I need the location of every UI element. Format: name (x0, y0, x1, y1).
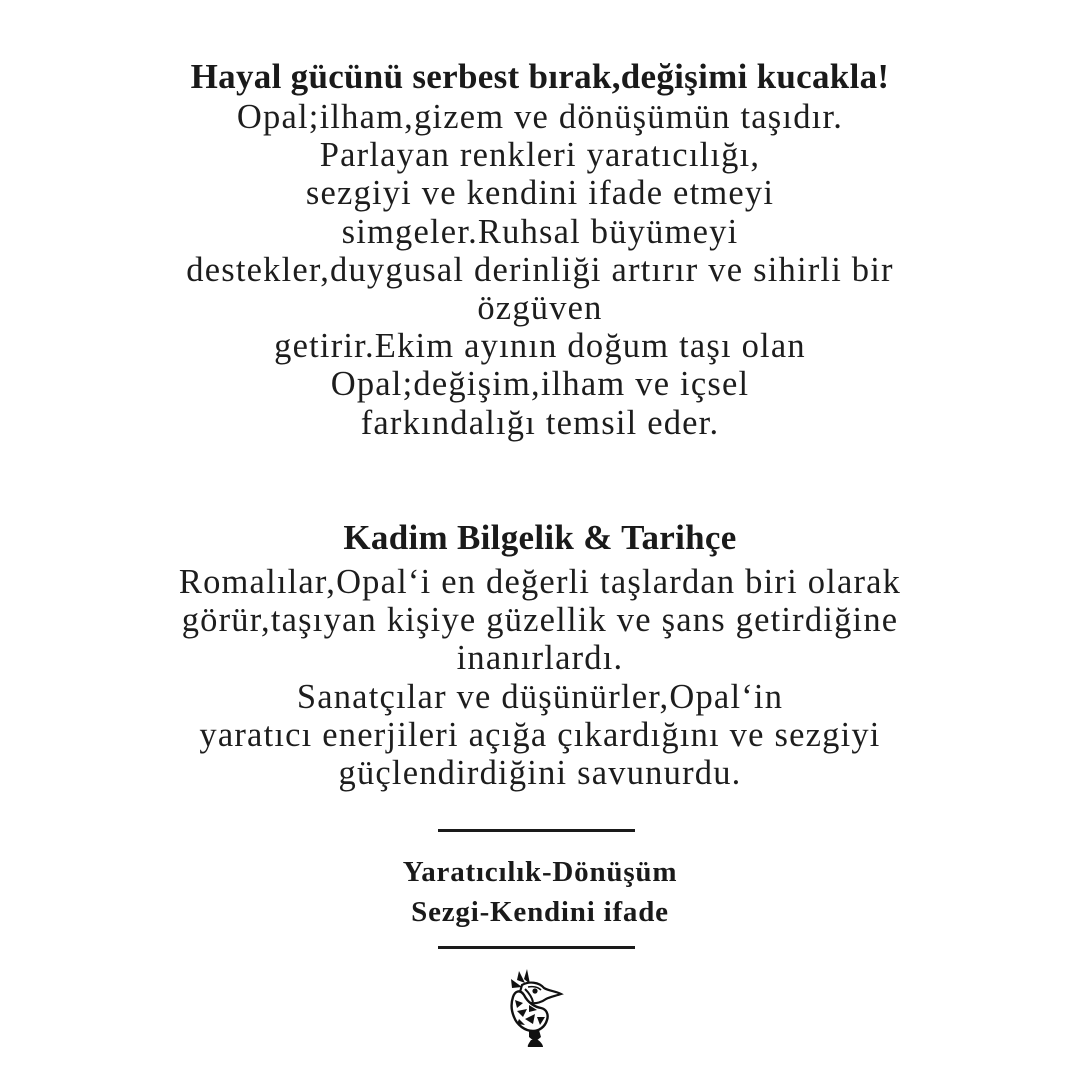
tag-intuition: Sezgi-Kendini ifade (411, 896, 669, 928)
history-paragraph (30, 563, 1050, 792)
history-line: Sanatçılar ve düşünürler,Opal‘in (296, 677, 784, 716)
intro-line: destekler,duygusal derinliği artırır ve sihirli bir (186, 250, 894, 289)
bird-logo-icon (505, 967, 567, 1049)
intro-line: özgüven (477, 289, 603, 328)
page-title: Hayal gücünü serbest bırak,değişimi kucakla! (190, 57, 890, 96)
intro-paragraph (30, 98, 1050, 442)
history-line: güçlendirdiğini savunurdu. (338, 754, 742, 793)
intro-line: getirir.Ekim ayının doğum taşı olan (274, 327, 806, 366)
intro-line: farkındalığı temsil eder. (360, 403, 720, 442)
intro-line: sezgiyi ve kendini ifade etmeyi (305, 174, 775, 213)
history-line: yaratıcı enerjileri açığa çıkardığını ve sezgiyi (199, 715, 881, 754)
tags-block (40, 852, 1040, 932)
tag-creativity: Yaratıcılık-Dönüşüm (402, 856, 678, 888)
intro-line: simgeler.Ruhsal büyümeyi (341, 212, 739, 251)
intro-line: Parlayan renkleri yaratıcılığı, (319, 136, 761, 175)
intro-line: Opal;değişim,ilham ve içsel (330, 365, 750, 404)
history-line: Romalılar,Opal‘i en değerli taşlardan biri olarak (178, 563, 902, 601)
history-line: görür,taşıyan kişiye güzellik ve şans getirdiğine (181, 601, 899, 640)
history-line: inanırlardı. (456, 639, 624, 678)
intro-line: Opal;ilham,gizem ve dönüşümün taşıdır. (236, 98, 844, 136)
divider-top (438, 829, 635, 832)
history-heading: Kadim Bilgelik & Tarihçe (343, 518, 737, 557)
divider-bottom (438, 946, 635, 949)
